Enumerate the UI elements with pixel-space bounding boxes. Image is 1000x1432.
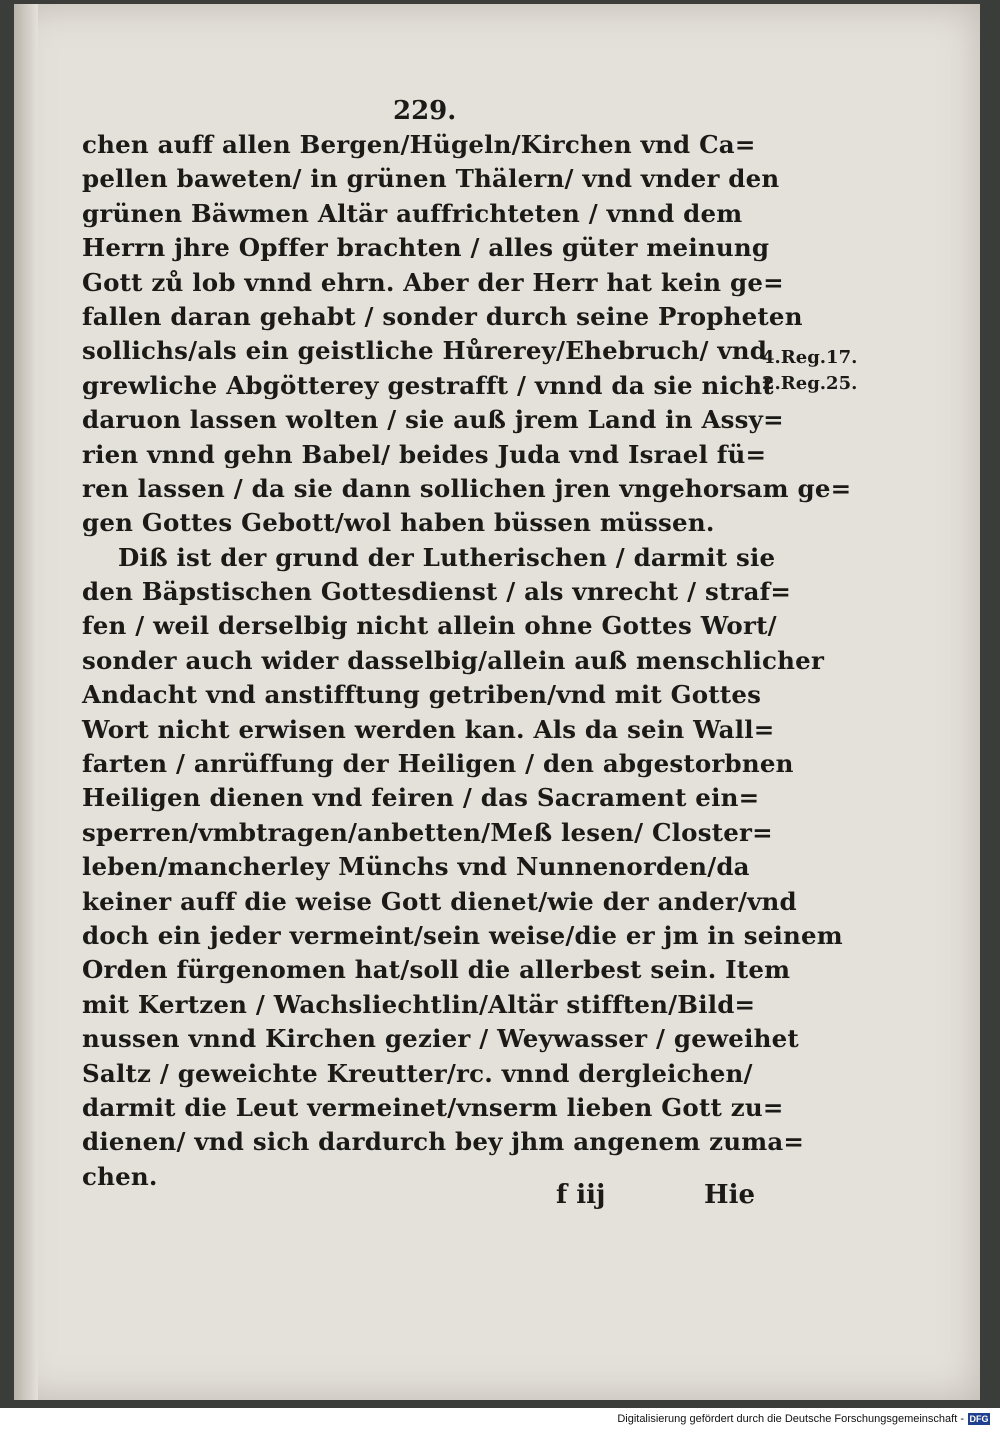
text-line: grewliche Abgötterey gestrafft / vnnd da sie nicht — [82, 370, 774, 400]
page-gutter-shadow — [14, 4, 38, 1400]
text-line: sonder auch wider dasselbig/allein auß menschlicher — [82, 645, 825, 675]
text-line: rien vnnd gehn Babel/ beides Juda vnd Israel fü= — [82, 439, 767, 469]
text-line: mit Kertzen / Wachsliechtlin/Altär stifften/Bild= — [82, 989, 756, 1019]
text-line: Saltz / geweichte Kreutter/rc. vnnd dergleichen/ — [82, 1058, 753, 1088]
margin-note: 2.Reg.25. — [762, 373, 858, 394]
text-line: nussen vnnd Kirchen gezier / Weywasser / geweihet — [82, 1024, 799, 1054]
text-line: sollichs/als ein geistliche Hůrerey/Ehebruch/ vnd — [82, 336, 768, 366]
text-line: pellen baweten/ in grünen Thälern/ vnd vnder den — [82, 164, 780, 194]
signature-mark: f iij — [556, 1180, 606, 1210]
margin-note: 4.Reg.17. — [762, 347, 858, 368]
catchword: Hie — [704, 1180, 755, 1210]
text-line: Heiligen dienen vnd feiren / das Sacrament ein= — [82, 783, 760, 813]
text-line: Herrn jhre Opffer brachten / alles güter meinung — [82, 233, 770, 263]
text-line: Orden fürgenomen hat/soll die allerbest sein. Item — [82, 955, 791, 985]
text-line: keiner auff die weise Gott dienet/wie der ander/vnd — [82, 886, 797, 916]
text-line: chen auff allen Bergen/Hügeln/Kirchen vnd Ca= — [82, 130, 756, 159]
text-line: gen Gottes Gebott/wol haben büssen müssen. — [82, 508, 715, 538]
funding-credit: Digitalisierung gefördert durch die Deutsche Forschungsgemeinschaft - — [617, 1413, 964, 1425]
dfg-logo: DFG — [969, 1414, 989, 1424]
text-line: grünen Bäwmen Altär auffrichteten / vnnd dem — [82, 198, 743, 228]
text-line: daruon lassen wolten / sie auß jrem Land in Assy= — [82, 405, 784, 435]
text-line: Wort nicht erwisen werden kan. Als da sein Wall= — [82, 714, 775, 744]
text-line: chen. — [82, 1161, 158, 1191]
text-line: Andacht vnd anstifftung getriben/vnd mit Gottes — [82, 680, 762, 710]
text-line: Gott zů lob vnnd ehrn. Aber der Herr hat kein ge= — [82, 267, 784, 297]
text-line: fen / weil derselbig nicht allein ohne Gottes Wort/ — [82, 611, 777, 641]
text-line: doch ein jeder vermeint/sein weise/die er jm in seinem — [82, 920, 843, 950]
text-line: dienen/ vnd sich dardurch bey jhm angenem zuma= — [82, 1127, 805, 1157]
page-number: 229. — [393, 96, 457, 126]
margin-notes — [762, 345, 857, 397]
text-line: leben/mancherley Münchs vnd Nunnenorden/da — [82, 852, 750, 882]
text-line: darmit die Leut vermeinet/vnserm lieben Gott zu= — [82, 1092, 784, 1122]
text-line-paragraph-start: Diß ist der grund der Lutherischen / darmit sie — [118, 542, 776, 572]
text-line: sperren/vmbtragen/anbetten/Meß lesen/ Closter= — [82, 817, 773, 847]
text-line: farten / anrüffung der Heiligen / den abgestorbnen — [82, 749, 794, 779]
text-line: ren lassen / da sie dann sollichen jren vngehorsam ge= — [82, 473, 852, 503]
text-line: den Bäpstischen Gottesdienst / als vnrecht / straf= — [82, 577, 792, 607]
text-line: fallen daran gehabt / sonder durch seine Propheten — [82, 301, 803, 331]
